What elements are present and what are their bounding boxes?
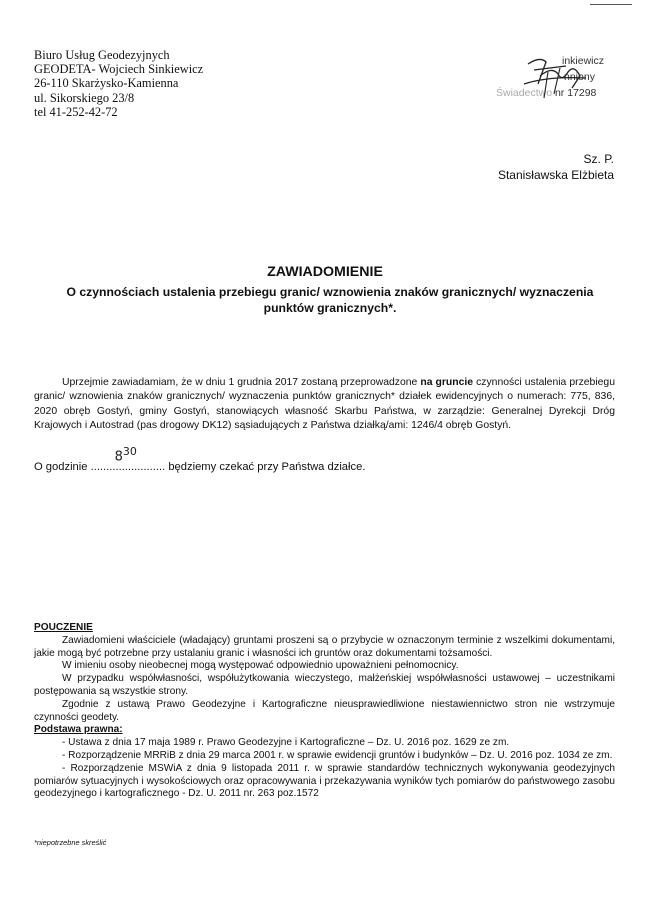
sender-street: ul. Sikorskiego 23/8 [34, 90, 135, 105]
legal-basis-item-2: - Rozporządzenie MRRiB z dnia 29 marca 2001 r. w sprawie ewidencji gruntów i budynków – Dz. U. 2016 poz. 1034 ze zm. [62, 749, 613, 761]
recipient-block [498, 151, 614, 183]
handwritten-minutes-value: 30 [122, 445, 137, 458]
recipient-salutation: Sz. P. [583, 152, 614, 166]
hour-fill-in [90, 445, 166, 473]
instructions-paragraph-4: Zgodnie z ustawą Prawo Geodezyjne i Kartograficzne nieusprawiedliwione niestawiennictwo stron nie wstrzymuje czynności geodety. [34, 698, 615, 723]
sender-city: 26-110 Skarżysko-Kamienna [34, 76, 179, 91]
notice-text-part1: Uprzejmie zawiadamiam, że w dniu 1 grudnia 2017 zostaną przeprowadzone [62, 377, 421, 388]
sender-company: Biuro Usług Geodezyjnych [34, 48, 170, 62]
hour-suffix: będziemy czekać przy Państwa działce. [168, 461, 366, 473]
legal-basis-heading: Podstawa prawna: [34, 724, 123, 736]
stamp-line-3-number: nr 17298 [552, 87, 597, 99]
document-title: ZAWIADOMIENIE [267, 264, 383, 280]
meeting-hour-line [34, 445, 366, 473]
stamp-line-2: nniony [564, 71, 595, 83]
instructions-section [34, 622, 615, 801]
top-divider-line [590, 4, 632, 5]
hour-dots: ........................ [90, 461, 166, 473]
handwritten-hour [115, 445, 137, 464]
handwritten-hour-value: 8 [114, 449, 123, 465]
sender-address [34, 48, 203, 119]
stamp-line-1: inkiewicz [562, 55, 605, 67]
legal-basis-item-1: - Ustawa z dnia 17 maja 1989 r. Prawo Geodezyjne i Kartograficzne – Dz. U. 2016 poz. 1629 ze zm. [62, 737, 510, 749]
stamp-line-3-faint: Świadectwo [496, 87, 553, 99]
instructions-heading: POUCZENIE [34, 622, 93, 633]
footnote: *niepotrzebne skreślić [34, 838, 107, 847]
instructions-paragraph-1: Zawiadomieni właściciele (władający) gruntami proszeni są o przybycie w oznaczonym terminie z wszelkimi dokumentami, jakie mogą być potrzebne przy ustalaniu granic i własności ich gruntów oraz dokumentami tożsamości. [34, 634, 615, 659]
notice-body [34, 376, 615, 433]
surveyor-stamp-with-signature [488, 54, 628, 104]
recipient-name: Stanisławska Elżbieta [497, 168, 614, 182]
instructions-paragraph-2: W imieniu osoby nieobecnej mogą występować odpowiednio upoważnieni pełnomocnicy. [62, 660, 459, 672]
notice-text-bold: na gruncie [420, 377, 474, 388]
signature-icon [488, 54, 628, 104]
hour-label: O godzinie [34, 461, 88, 473]
legal-basis-item-3: - Rozporządzenie MSWiA z dnia 9 listopada 2011 r. w sprawie standardów technicznych wykonywania geodezyjnych pomiarów sytuacyjnych i wysokościowych oraz opracowywania i przekazywania wyników tych pomiarów do państwowego zasobu geodezyjnego i kartograficznego - Dz. U. 2011 nr. 263 poz.1572 [34, 762, 615, 800]
notice-text-part2: czynności ustalenia przebiegu granic/ wznowienia znaków granicznych/ wyznaczenia punktów granicznych* działek ewidencyjnych o numerach: 775, 836, 2020 obręb Gostyń, gminy Gostyń, stanowiących własność Skarbu Państwa, w zarządzie: Generalnej Dyrekcji Dróg Krajowych i Autostrad (pas drogowy DK12) sąsiadujących z Państwa działką/ami: 1246/4 obręb Gostyń. [34, 377, 615, 431]
document-subtitle: O czynnościach ustalenia przebiegu granic/ wznowienia znaków granicznych/ wyznaczenia punktów granicznych*. [66, 285, 594, 315]
notice-paragraph [34, 376, 615, 433]
sender-owner: GEODETA- Wojciech Sinkiewicz [34, 62, 204, 77]
sender-phone: tel 41-252-42-72 [34, 104, 118, 119]
instructions-paragraph-3: W przypadku współwłasności, współużytkowania wieczystego, małżeńskiej współwłasności ustawowej – uczestnikami postępowania są wszystkie strony. [34, 673, 615, 697]
